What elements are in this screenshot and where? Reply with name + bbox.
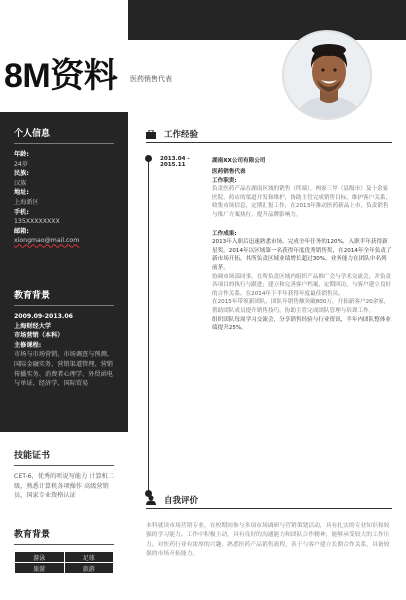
skills-section: [0, 448, 128, 501]
results-text-3: 在2015年带领新团队，团队年销售额突破800万，开拓新客户20余家，帮助团队成员提升销售技巧，协助主管完成团队管理与培训工作。: [212, 299, 390, 314]
location-value: 上海新区: [14, 198, 39, 206]
courses-text: 市场与市场营销、市场调查与预测、国际金融实务、营销渠道管理、营销传播实务、消费者心理学、外贸函电与单证、经济学、国际贸易: [14, 351, 113, 388]
hobbies-table: [14, 551, 114, 574]
profile-photo: [282, 30, 372, 120]
resume-subtitle: 医药销售代表: [130, 75, 172, 83]
age-label: 年龄:: [14, 151, 29, 158]
ethnicity-value: 汉族: [14, 179, 27, 187]
location-label: 地址:: [14, 189, 29, 197]
age-value: 24岁: [14, 160, 29, 168]
timeline-dot: [145, 155, 152, 162]
personal-info-heading: 个人信息: [14, 126, 114, 144]
results-text-4: 组织团队每周学习交流会，分享销售经验与行业资讯，半年内团队整体业绩提升25%。: [212, 316, 392, 332]
hobbies-heading: 教育背景: [14, 527, 114, 545]
experience-date: 2013.04 - 2015.11: [160, 156, 190, 168]
results-label: 工作成果:: [212, 230, 237, 237]
education-heading: 教育背景: [14, 288, 114, 306]
hobby-item: 旅游: [15, 563, 65, 574]
briefcase-icon: [146, 129, 156, 139]
self-evaluation-text: 本科就读市场营销专业，在校期间参与多项市场调研与营销策划活动，具有扎实的专业知识和较强的学习能力。工作中积极主动，具有良好的沟通能力和团队合作精神，能够承受较大的工作压力。对医药行业有浓厚的兴趣，熟悉医药产品销售流程，善于与客户建立长期合作关系，具备较强的市场开拓能力。: [146, 523, 390, 558]
work-experience-heading: 工作经验: [164, 130, 199, 140]
avatar-illustration: [284, 32, 372, 120]
experience-company: 湖南XX公司有限公司: [212, 158, 266, 164]
self-evaluation-heading: 自我评价: [164, 496, 199, 506]
skills-text: CET-6，优秀的听说写能力 计算机二级，熟悉计算机各项操作 高级营销员，国家专业资格认证: [14, 473, 115, 500]
results-text-2: 协调市场部同事，在所负责区域内组织产品推广会与学术交流会，并负责各项目的执行与跟进；建立和完善客户档案，定期回访，与客户建立良好的合作关系。在2014年下半年获得年度最佳销售员。: [212, 273, 392, 297]
hobby-item: 足球: [64, 552, 114, 563]
hobbies-section: [0, 527, 128, 574]
phone-label: 手机:: [14, 208, 29, 216]
person-icon: [146, 495, 156, 505]
results-text-1: 2013年入职后迅速熟悉市场，完成全年任务的120%，入职半年获得新星奖。2014年以区域第一名获得年度优秀销售奖，在2014年全年负责了新市场开拓，其所负责区域业绩增长超过30%，业务能力在团队中名列前茅。: [212, 239, 392, 271]
ethnicity-label: 民族:: [14, 170, 29, 178]
duties-label: 工作职责:: [212, 177, 237, 184]
personal-info-section: [0, 126, 128, 246]
education-major: 市场营销（本科）: [14, 332, 64, 340]
duties-text: 负责医药产品在湖南区域的销售（终端），两家三甲（县级市）及十余家医院、药店的渠道开发和维护，协助主管完成销售目标，维护客户关系，收集市场信息，定期汇报工作，在2013年推动医药新品上市，负责销售与推广方案执行，提升品牌影响力。: [212, 186, 392, 218]
experience-entry: [160, 156, 392, 333]
education-school: 上海财经大学: [14, 322, 52, 330]
self-evaluation-title: [146, 494, 198, 506]
self-evaluation-rule: [146, 508, 392, 509]
experience-role: 医药销售代表: [212, 169, 246, 175]
hobby-item: 旅游: [64, 563, 114, 574]
email-label: 邮箱:: [14, 227, 29, 235]
skills-heading: 技能证书: [14, 448, 114, 466]
education-section: [0, 288, 128, 389]
resume-title: 8M资料: [4, 57, 118, 95]
courses-label: 主修课程:: [14, 341, 42, 349]
phone-value: 135XXXXXXXX: [14, 218, 60, 226]
education-dates: 2009.09-2013.06: [14, 313, 73, 320]
email-value: xiongmao@mail.com: [14, 237, 80, 245]
work-experience-title: [146, 128, 198, 140]
hobby-item: 游泳: [15, 552, 65, 563]
timeline-line: [148, 155, 149, 495]
work-experience-rule: [146, 142, 392, 143]
